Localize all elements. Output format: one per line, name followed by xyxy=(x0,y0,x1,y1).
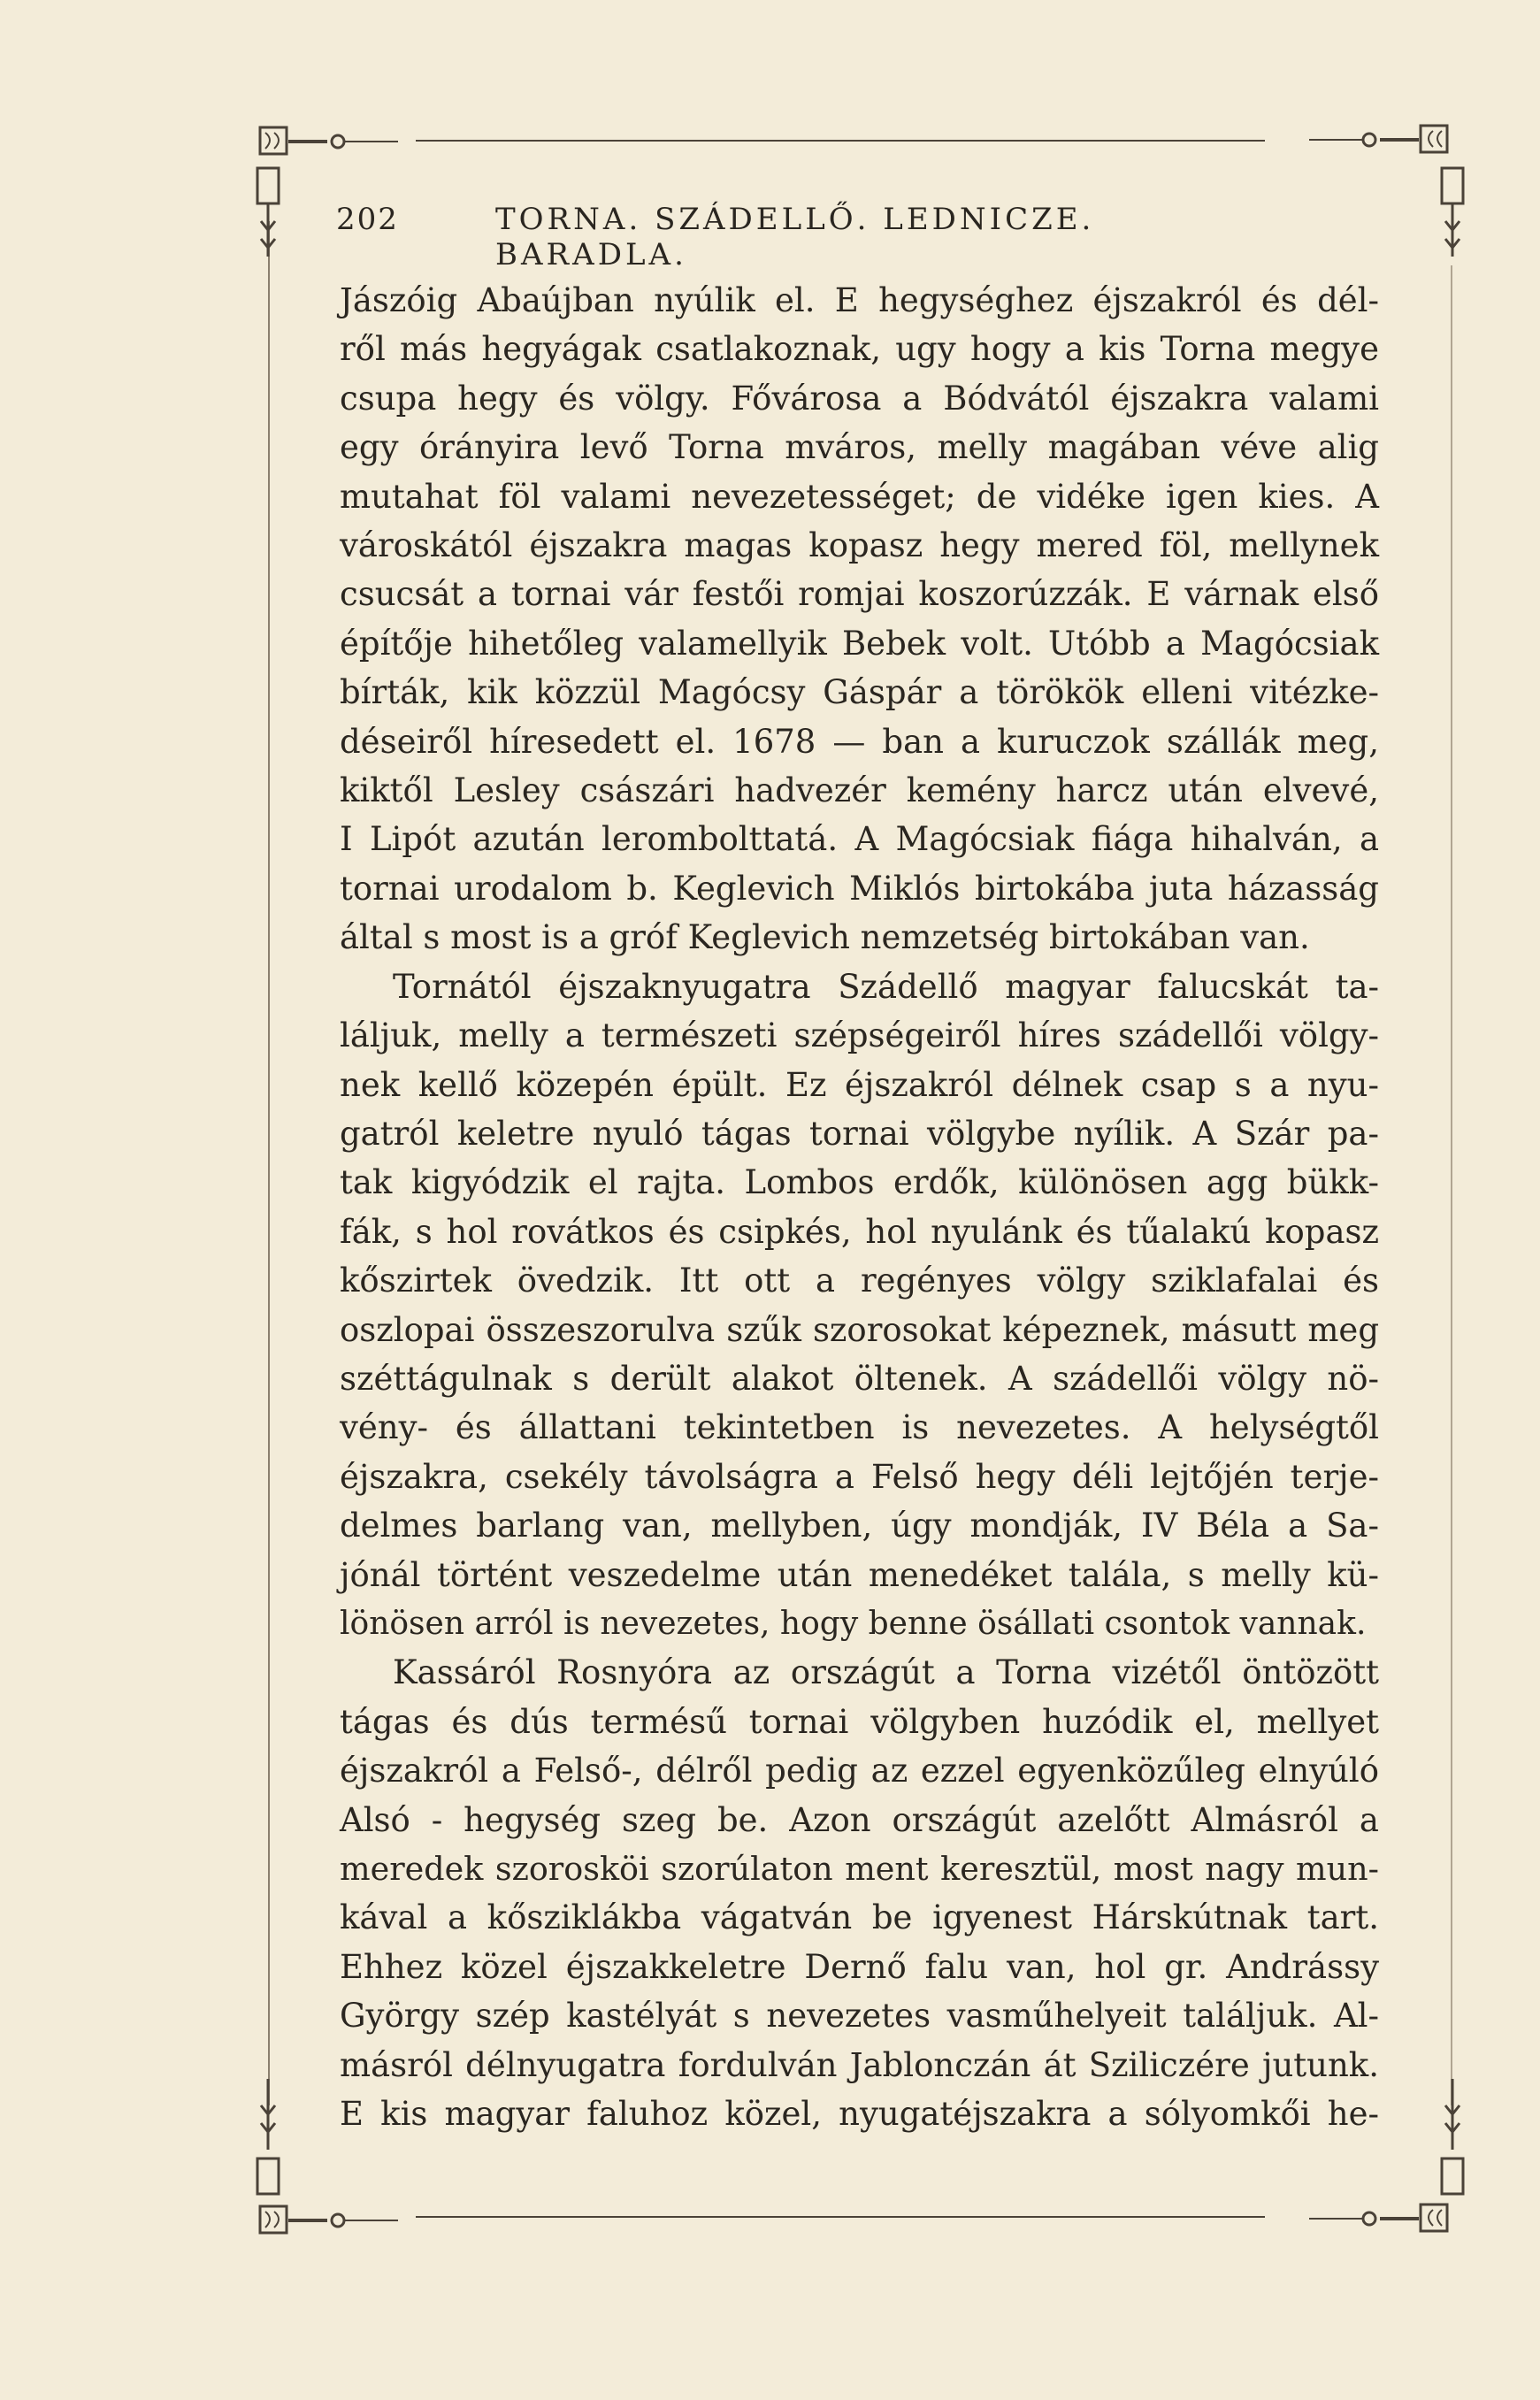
text-line: egy órányira levő Torna mváros, melly magában véve alig xyxy=(340,428,1379,467)
side-ornament-icon xyxy=(1435,159,1470,336)
text-line: tak kigyódzik el rajta. Lombos erdők, különösen agg bükk- xyxy=(340,1163,1379,1202)
frame-rule-top xyxy=(416,140,1265,142)
text-line: városkától éjszakra magas kopasz hegy mered föl, mellynek xyxy=(340,526,1379,565)
frame-rule-right xyxy=(1451,265,1452,2105)
text-line: mutahat föl valami nevezetességet; de vidéke igen kies. A xyxy=(340,477,1379,516)
text-line: gatról keletre nyuló tágas tornai völgybe nyílik. A Szár pa- xyxy=(340,1114,1379,1153)
text-line: éjszakról a Felső-, délről pedig az ezzel egyenközűleg elnyúló xyxy=(340,1752,1379,1790)
page-number: 202 xyxy=(336,202,399,237)
text-line: E kis magyar faluhoz közel, nyugatéjszakra a sólyomkői he- xyxy=(340,2095,1379,2134)
text-line: tornai urodalom b. Keglevich Miklós birtokába juta házasság xyxy=(340,869,1379,908)
text-line: meredek szorosköi szorúlaton ment keresztül, most nagy mun- xyxy=(340,1850,1379,1888)
text-line: kiktől Lesley császári hadvezér kemény harcz után elvevé, xyxy=(340,771,1379,810)
text-line: Alsó - hegység szeg be. Azon országút azelőtt Almásról a xyxy=(340,1800,1379,1839)
text-line: építője hihetőleg valamellyik Bebek volt. Utóbb a Magócsiak xyxy=(340,624,1379,663)
text-line: csupa hegy és völgy. Fővárosa a Bódvától éjszakra valami xyxy=(340,379,1379,418)
text-line: ről más hegyágak csatlakoznak, ugy hogy a kis Torna megye xyxy=(340,330,1379,369)
text-line: kőszirtek övedzik. Itt ott a regényes völgy sziklafalai és xyxy=(340,1261,1379,1300)
frame-rule-left xyxy=(268,221,270,2105)
text-line: másról délnyugatra fordulván Jablonczán át Sziliczére jutunk. xyxy=(340,2045,1379,2084)
side-ornament-icon xyxy=(1435,2070,1470,2247)
text-line: fák, s hol rovátkos és csipkés, hol nyulánk és tűalakú kopasz xyxy=(340,1212,1379,1251)
text-line: tágas és dús termésű tornai völgyben huzódik el, mellyet xyxy=(340,1702,1379,1741)
text-line: vény- és állattani tekintetben is nevezetes. A helységtől xyxy=(340,1408,1379,1447)
running-title: TORNA. SZÁDELLŐ. LEDNICZE. BARADLA. xyxy=(495,202,1095,272)
corner-ornament-icon xyxy=(1309,2192,1451,2245)
text-line: Jászóig Abaújban nyúlik el. E hegységhez éjszakról és dél- xyxy=(340,281,1379,319)
text-line: déseiről híresedett el. 1678 — ban a kuruczok szállák meg, xyxy=(340,722,1379,761)
text-line: széttágulnak s derült alakot öltenek. A szádellői völgy nö- xyxy=(340,1359,1379,1398)
side-ornament-icon xyxy=(250,159,286,336)
body-text xyxy=(340,276,1379,2138)
text-line: éjszakra, csekély távolságra a Felső hegy déli lejtőjén terje- xyxy=(340,1457,1379,1496)
text-line: bírták, kik közzül Magócsy Gáspár a törökök elleni vitézke- xyxy=(340,673,1379,712)
text-line: nek kellő közepén épült. Ez éjszakról délnek csap s a nyu- xyxy=(340,1065,1379,1104)
corner-ornament-icon xyxy=(1309,113,1451,166)
text-line: Kassáról Rosnyóra az országút a Torna vizétől öntözött xyxy=(393,1653,1379,1692)
text-line: György szép kastélyát s nevezetes vasműhelyeit találjuk. Al- xyxy=(340,1997,1379,2036)
text-line: jónál történt veszedelme után menedéket talála, s melly kü- xyxy=(340,1555,1379,1594)
text-line: által s most is a gróf Keglevich nemzetség birtokában van. xyxy=(340,918,1310,957)
text-line: csucsát a tornai vár festői romjai koszorúzzák. E várnak első xyxy=(340,575,1379,614)
text-line: Tornától éjszaknyugatra Szádellő magyar falucskát ta- xyxy=(393,967,1379,1006)
text-line: I Lipót azután lerombolttatá. A Magócsiak fiága hihalván, a xyxy=(340,820,1379,859)
text-line: kával a kősziklákba vágatván be igyenest Hárskútnak tart. xyxy=(340,1898,1379,1937)
side-ornament-icon xyxy=(250,2070,286,2247)
running-header xyxy=(336,202,1238,272)
text-line: delmes barlang van, mellyben, úgy mondják, IV Béla a Sa- xyxy=(340,1507,1379,1545)
frame-rule-bottom xyxy=(416,2216,1265,2218)
text-line: Ehhez közel éjszakkeletre Dernő falu van, hol gr. Andrássy xyxy=(340,1947,1379,1986)
text-line: láljuk, melly a természeti szépségeiről híres szádellői völgy- xyxy=(340,1016,1379,1055)
text-line: oszlopai összeszorulva szűk szorosokat képeznek, másutt meg xyxy=(340,1310,1379,1349)
text-line: lönösen arról is nevezetes, hogy benne ösállati csontok vannak. xyxy=(340,1605,1367,1642)
